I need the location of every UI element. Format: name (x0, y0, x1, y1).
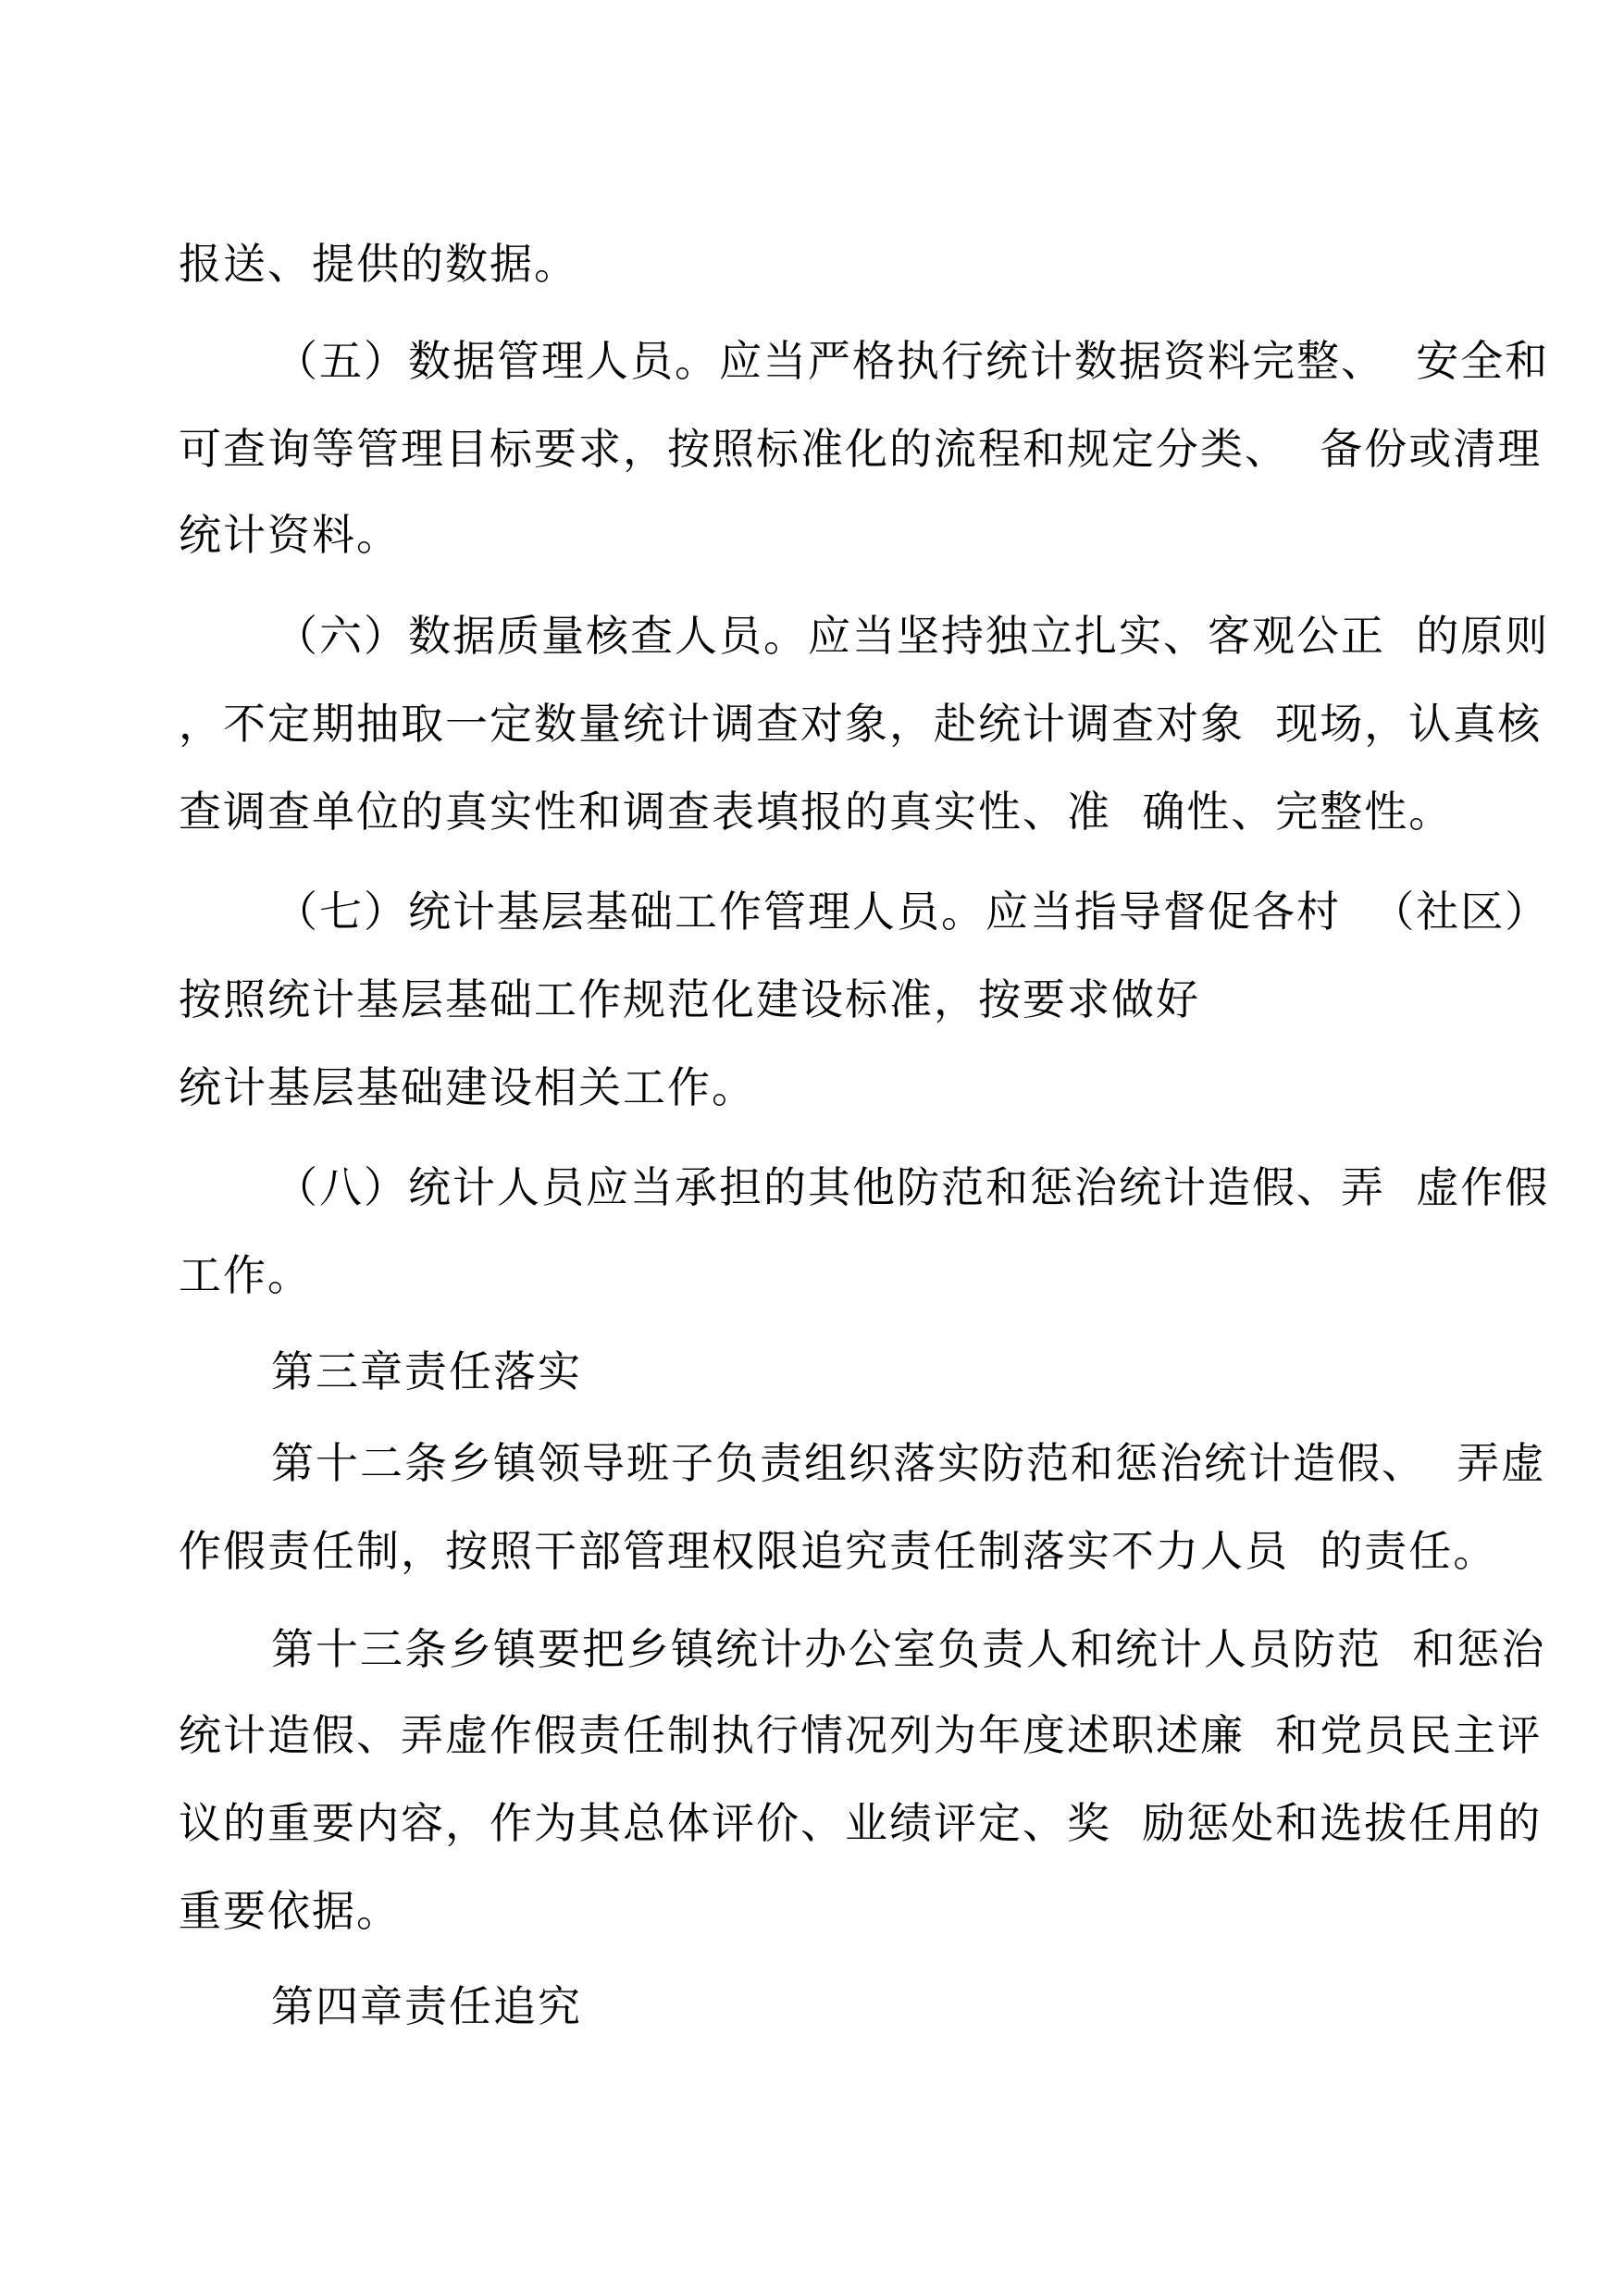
paragraph-line: 重要依据。 (179, 1886, 401, 1936)
paragraph-line: 工作。 (179, 1250, 312, 1300)
paragraph-line: （七）统计基层基础工作管理人员。应当指导督促各村 （社区） (275, 887, 1550, 937)
paragraph-line: 查调查单位的真实性和调查表填报的真实性、准 确性、完整性。 (179, 787, 1454, 837)
paragraph-line: 第十二条乡镇领导班子负责组织落实防范和惩治统计造假、 弄虚 (271, 1438, 1546, 1488)
paragraph-line: 第十三条乡镇要把乡镇统计办公室负责人和统计人员防范 和惩治 (271, 1624, 1546, 1674)
paragraph-line: 作假责任制，按照干部管理权限追究责任制落实不力人员 的责任。 (179, 1526, 1498, 1576)
paragraph-line: 按照统计基层基础工作规范化建设标准，按要求做好 (179, 974, 1200, 1024)
paragraph-line: （六）数据质量核查人员。应当坚持独立扎实、客观公正 的原则 (275, 611, 1550, 661)
paragraph-line: （五）数据管理人员。应当严格执行统计数据资料完整、 安全和 (275, 336, 1550, 386)
chapter-heading: 第三章责任落实 (271, 1346, 582, 1396)
chapter-heading: 第四章责任追究 (271, 1981, 582, 2031)
paragraph-line: （八）统计人员应当承担的其他防范和惩治统计造假、弄 虚作假 (275, 1162, 1550, 1212)
paragraph-line: 议的重要内容，作为其总体评价、业绩评定、奖 励惩处和选拔任用的 (179, 1798, 1543, 1848)
text-line: 报送、提供的数据。 (179, 239, 578, 289)
paragraph-line: 统计基层基础建设相关工作。 (179, 1062, 756, 1112)
paragraph-line: 统计资料。 (179, 510, 401, 560)
paragraph-line: 统计造假、弄虚作假责任制执行情况列为年度述职述廉 和党员民主评 (179, 1710, 1543, 1760)
paragraph-line: ，不定期抽取一定数量统计调查对象，赴统计调查对象 现场，认真核 (179, 699, 1543, 749)
paragraph-line: 可查询等管理目标要求，按照标准化的流程和规定分类、 备份或清理 (179, 424, 1543, 474)
